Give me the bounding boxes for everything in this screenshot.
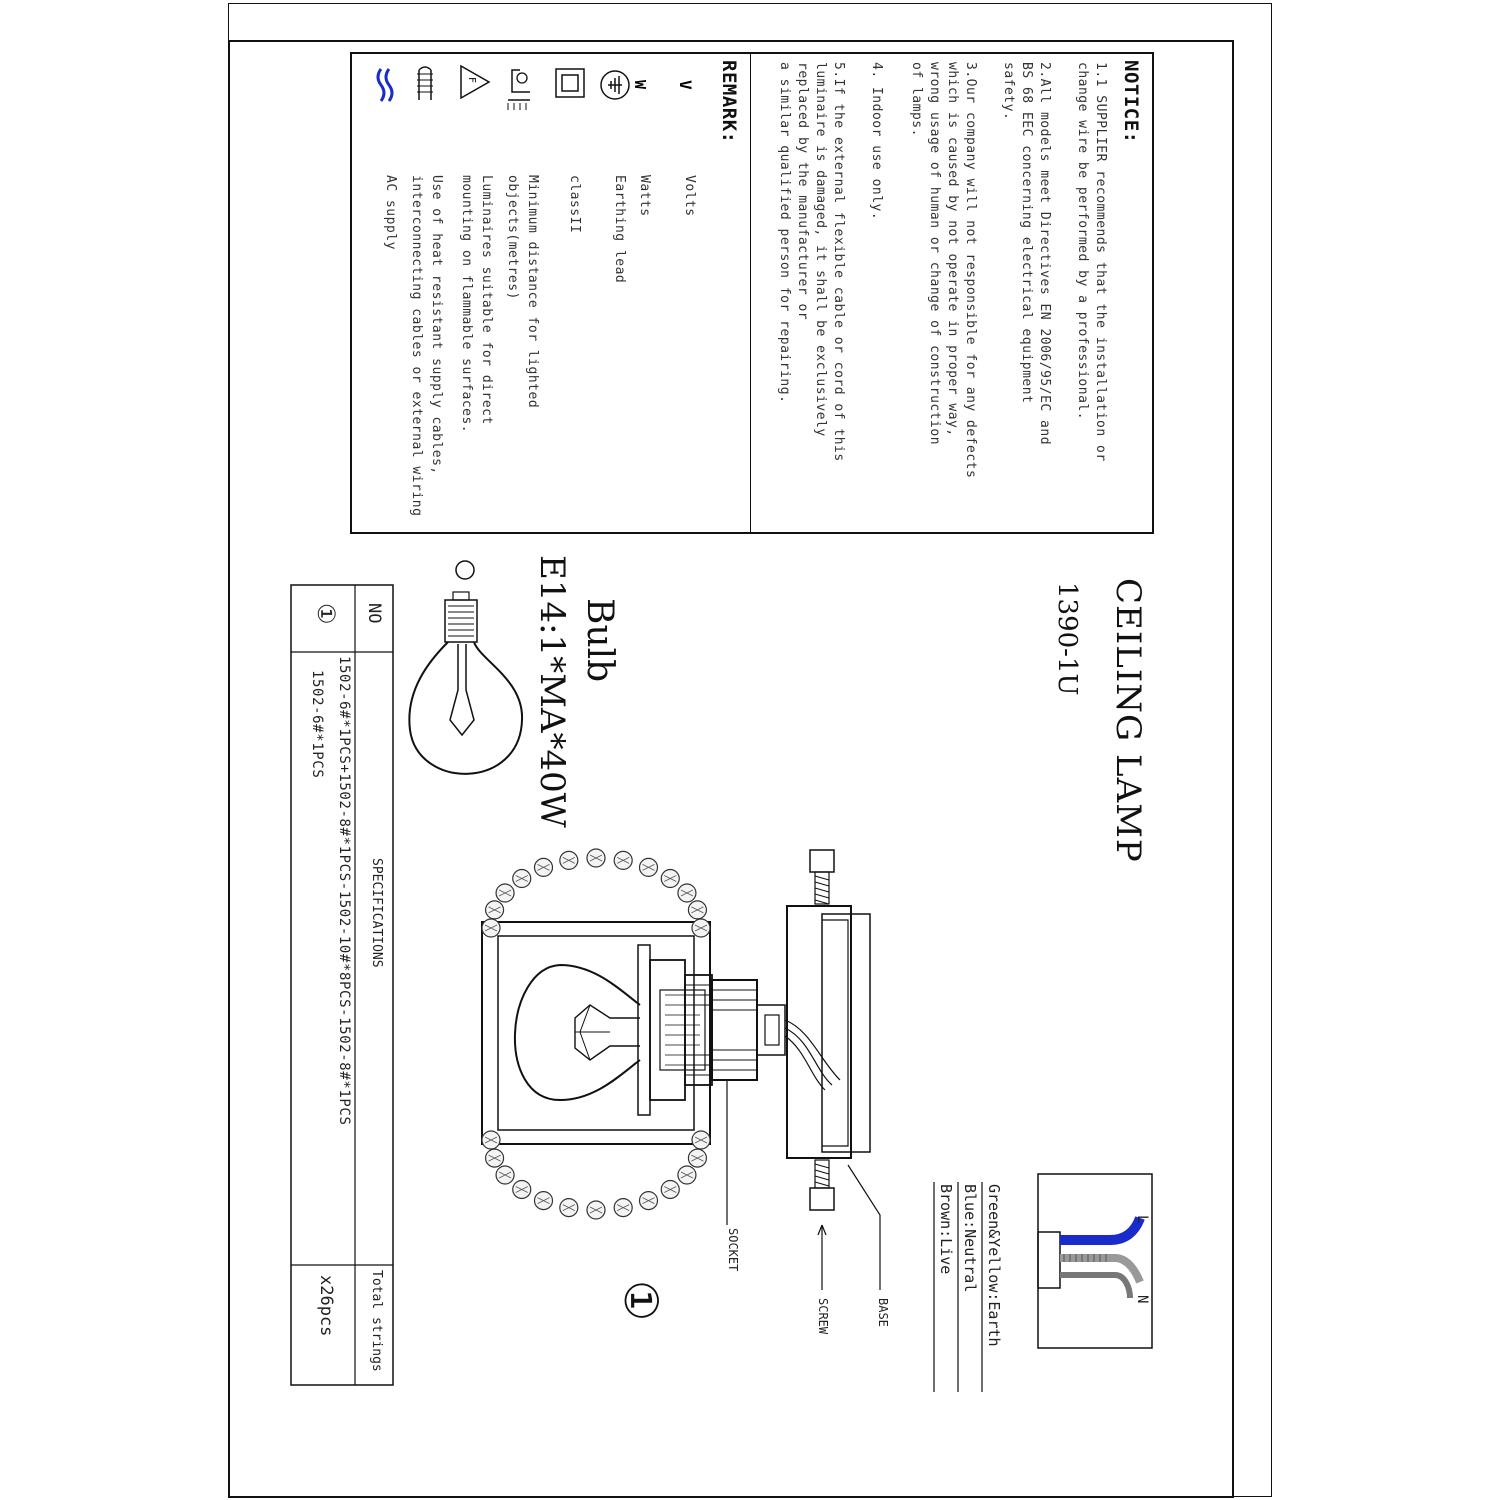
remark-label: Minimum distance for lighted (525, 175, 540, 409)
notice-line: 1.1 SUPPLIER recommends that the installation or (1093, 62, 1108, 462)
spec-row-no: ① (312, 603, 340, 625)
wiring-label-live: Brown:Live (937, 1184, 955, 1275)
remark-label: classII (567, 175, 582, 234)
socket-label: SOCKET (726, 1228, 740, 1272)
remark-label: Earthing lead (612, 175, 627, 284)
spec-row-line2: 1502-6#*1PCS (309, 670, 325, 779)
base-callout-line (848, 1165, 880, 1290)
wires (785, 1020, 840, 1090)
remark-label: mounting on flammable surfaces. (459, 175, 474, 434)
base-label: BASE (876, 1298, 890, 1327)
bulb-spec: E14:1*MA*40W (532, 555, 572, 828)
notice-line: 2.All models meet Directives EN 2006/95/EC and (1037, 62, 1052, 446)
spec-header-total: Total strings (369, 1270, 384, 1372)
screw-label: SCREW (816, 1298, 830, 1335)
wiring-letter-l: L (1134, 1215, 1150, 1224)
notice-line: wrong usage of human or change of construction (927, 62, 942, 446)
remark-label: Use of heat resistant supply cables, (429, 175, 444, 475)
watts-icon: W (631, 80, 649, 90)
installed-bulb (515, 965, 640, 1100)
remark-label: Watts (637, 175, 652, 217)
notice-line: 3.Our company will not responsible for any defects (963, 62, 978, 479)
notice-line: a similar qualified person for repairing. (777, 62, 792, 404)
notice-heading: NOTICE: (1120, 60, 1142, 144)
bulb-label: Bulb (579, 598, 620, 683)
notice-line: replaced by the manufacturer or (795, 62, 810, 321)
base-plate (787, 906, 870, 1158)
diagram-number: ① (614, 1280, 668, 1322)
bulb-drawing (409, 592, 522, 774)
spec-header-specifications: SPECIFICATIONS (369, 858, 384, 968)
remark-heading: REMARK: (718, 60, 740, 144)
screw-top (810, 850, 834, 904)
crystal-strings (482, 849, 710, 1219)
notice-line: BS 68 EEC concerning electrical equipment (1019, 62, 1034, 404)
wiring-letter-n: N (1134, 1295, 1150, 1304)
notice-line: 5.If the external flexible cable or cord of this (831, 62, 846, 462)
notice-line: 4. Indoor use only. (869, 62, 884, 221)
spec-row-line1: 1502-6#*1PCS+1502-8#*1PCS-1502-10#*8PCS-1502-8#*1PCS (336, 656, 352, 1126)
spec-header-no: NO (364, 603, 384, 624)
shade-frame (482, 922, 710, 1144)
remark-label: Volts (682, 175, 697, 217)
wiring-label-earth: Green&Yellow:Earth (985, 1184, 1003, 1347)
notice-line: luminaire is damaged, it shall be exclusively (813, 62, 828, 437)
wiring-inset (1038, 1174, 1152, 1348)
notice-line: safety. (1001, 62, 1016, 121)
spec-row-total: x26pcs (316, 1275, 336, 1337)
model-number: 1390-1U (1052, 582, 1082, 696)
svg-text:F: F (466, 77, 477, 84)
notice-line: which is caused by not operate in proper way, (945, 62, 960, 437)
remark-label: interconnecting cables or external wiring (409, 175, 424, 517)
notice-line: change wire be performed by a professional. (1075, 62, 1090, 421)
screw-bottom (810, 1160, 834, 1210)
wiring-label-neutral: Blue:Neutral (961, 1184, 979, 1293)
socket-body (638, 945, 785, 1115)
sheet-title: CEILING LAMP (1108, 578, 1148, 863)
remark-label: objects(metres) (505, 175, 520, 300)
remark-label: AC supply (383, 175, 398, 250)
remark-label: Luminaires suitable for direct (479, 175, 494, 425)
volts-icon: V (676, 80, 695, 90)
notice-line: of lamps. (909, 62, 924, 137)
bulb-indicator-circle (456, 561, 474, 579)
